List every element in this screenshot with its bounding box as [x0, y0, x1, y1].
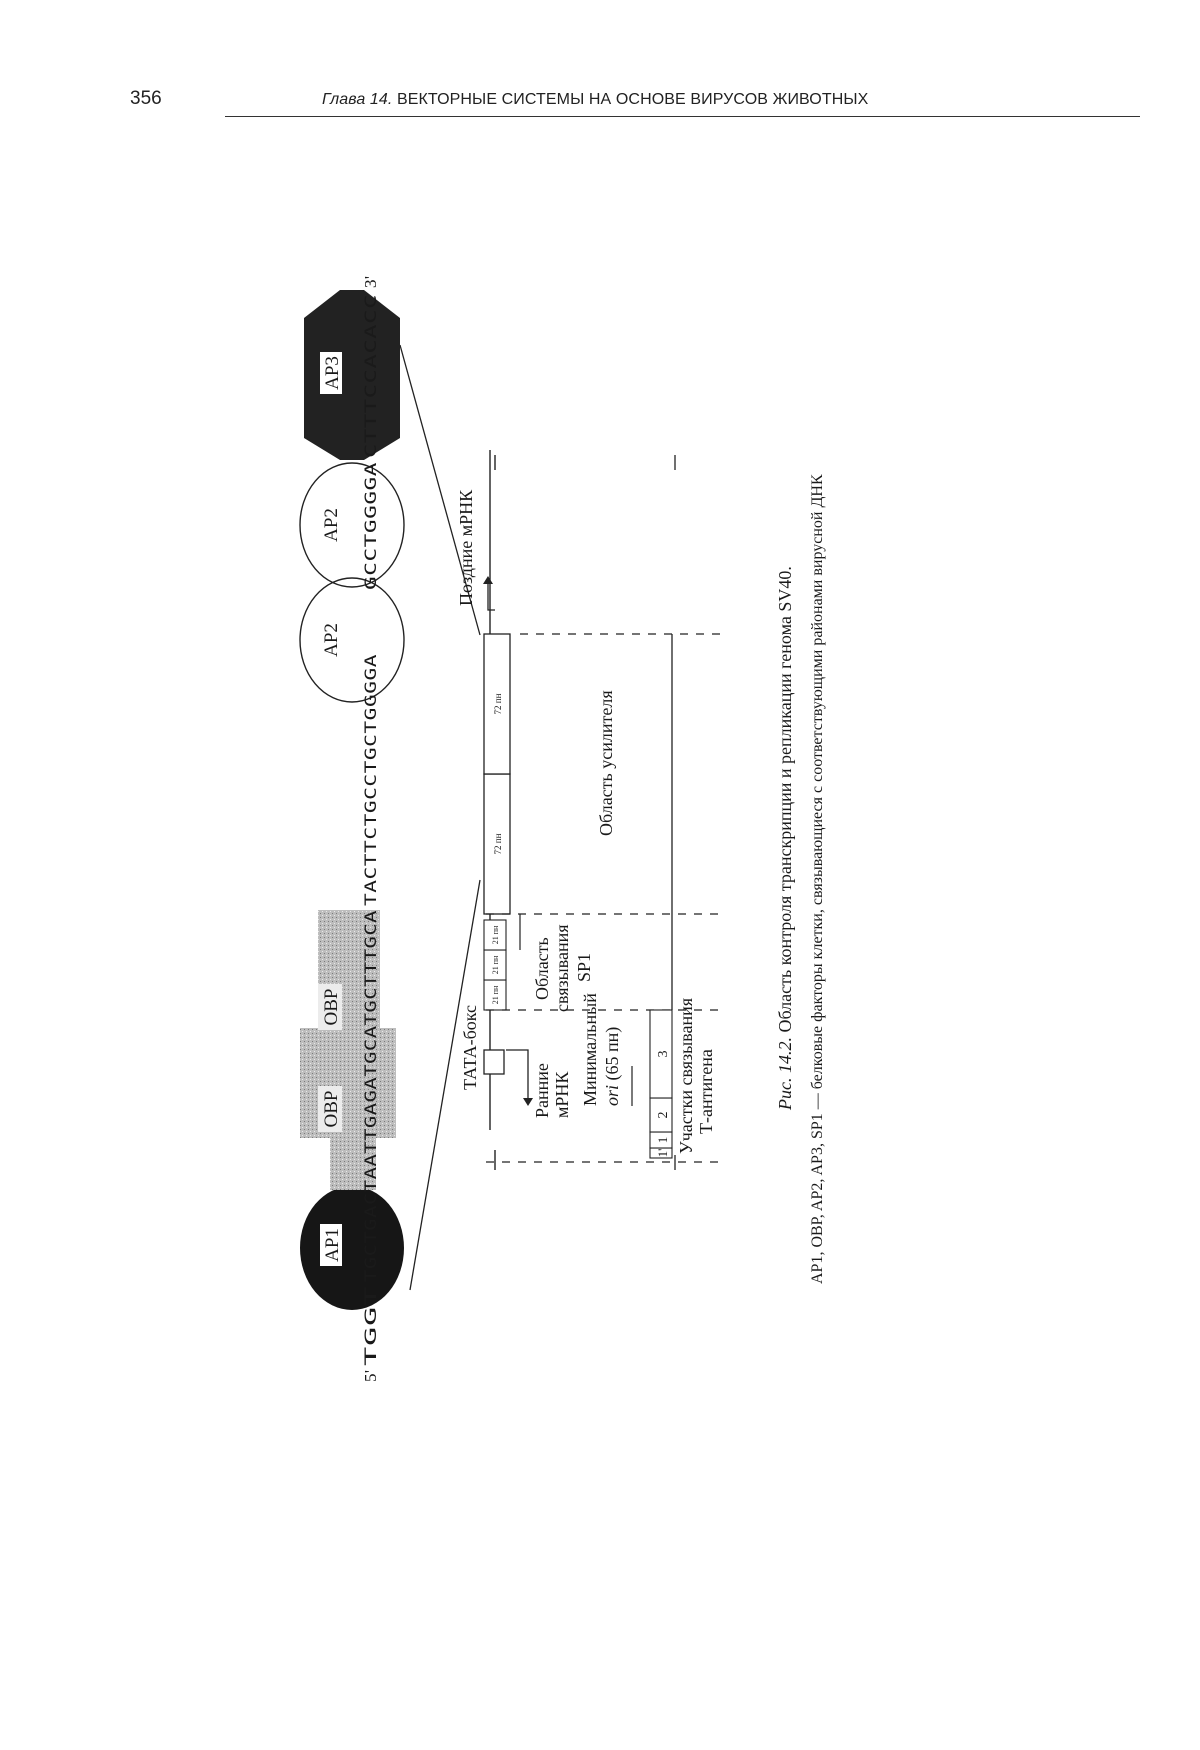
- seq-ap2b: GCCTGGGGA: [361, 499, 380, 590]
- sp1-label-2: связывания: [552, 924, 572, 1012]
- t-site-1-label: 1: [655, 1136, 670, 1144]
- seq-flank-left: TGGT: [361, 1325, 380, 1366]
- repeat-72-a-label: 72 пн: [493, 833, 503, 855]
- ori-label-size: (65 пн): [602, 1026, 622, 1085]
- caption-prefix: Рис. 14.2.: [775, 1037, 795, 1110]
- obp-label-2: OBP: [321, 988, 342, 1026]
- tata-box-label: ТАТА-бокс: [460, 1004, 480, 1090]
- caption-text: Область контроля транскрипции и репликации генома SV40.: [775, 566, 795, 1038]
- sp1-label-1: Область: [532, 937, 552, 1000]
- ori-label-italic: ori: [602, 1084, 622, 1106]
- dna-sequence: [361, 276, 380, 1382]
- chapter-label: Глава 14.: [322, 91, 393, 108]
- repeat-72-b-label: 72 пн: [493, 693, 503, 715]
- seq-ap1-obp: TGCTGACTAATTGAGATGCATGCTTTGCA: [361, 991, 380, 1282]
- ap2-circle-2: [300, 463, 404, 587]
- late-mrna-arrowhead: [483, 576, 493, 584]
- tata-box-rect: [484, 1050, 504, 1074]
- ap1-label: AP1: [322, 1228, 343, 1262]
- early-mrna-label-1: Ранние: [532, 1063, 552, 1118]
- early-mrna-label-2: мРНК: [552, 1071, 572, 1118]
- sp1-label-3: SP1: [574, 952, 594, 982]
- factor-binding-shapes: [300, 290, 404, 1310]
- enhancer-label: Область усилителя: [596, 690, 616, 836]
- repeat-21-c-label: 21 пн: [491, 925, 500, 945]
- late-mrna-label: Поздние мРНК: [456, 489, 476, 606]
- t-site-2-label: 2: [656, 1111, 671, 1119]
- repeat-21-b-label: 21 пн: [491, 955, 500, 975]
- chapter-title: ВЕКТОРНЫЕ СИСТЕМЫ НА ОСНОВЕ ВИРУСОВ ЖИВОТНЫХ: [396, 91, 869, 108]
- five-prime-end: 5': [361, 1369, 380, 1382]
- obp-label-1: OBP: [321, 1090, 342, 1128]
- three-prime-end: 3': [361, 275, 380, 288]
- t-site-1prime-label: 1': [655, 1148, 670, 1158]
- ap2-circle-1: [300, 578, 404, 702]
- caption-line: [775, 566, 795, 1111]
- seq-spacer-ap2a: TACTTCTGCCTGCTGGGGA: [361, 715, 380, 906]
- figure-caption: [775, 474, 826, 1284]
- t-antigen-label-1: Участки связывания: [676, 997, 696, 1154]
- factor-labels: [318, 352, 343, 1266]
- ap1-ellipse: [300, 1186, 404, 1310]
- t-antigen-label-2: Т-антигена: [696, 1049, 716, 1134]
- t-site-3-label: 3: [656, 1050, 671, 1058]
- rotated-figure-group: [300, 276, 826, 1382]
- repeat-21-a-label: 21 пн: [491, 985, 500, 1005]
- ap3-label: AP3: [322, 356, 343, 390]
- ap3-hexagon: [304, 290, 400, 460]
- early-mrna-arrow: [506, 1050, 528, 1104]
- ori-label-1: Минимальный: [580, 993, 600, 1106]
- caption-legend: AP1, OBP, AP2, AP3, SP1 — белковые факторы клетки, связывающиеся с соответствующими районами вирусной ДНК: [809, 474, 826, 1284]
- late-mrna-arrow: [488, 582, 495, 610]
- page-number: 356: [130, 88, 162, 109]
- ap2-label-2: AP2: [321, 508, 342, 542]
- seq-ap3: CTTTCCACACC: [361, 347, 380, 458]
- ap2-label-1: AP2: [321, 623, 342, 657]
- obp-block-2: [300, 1028, 396, 1138]
- ori-label-2: [602, 1027, 623, 1106]
